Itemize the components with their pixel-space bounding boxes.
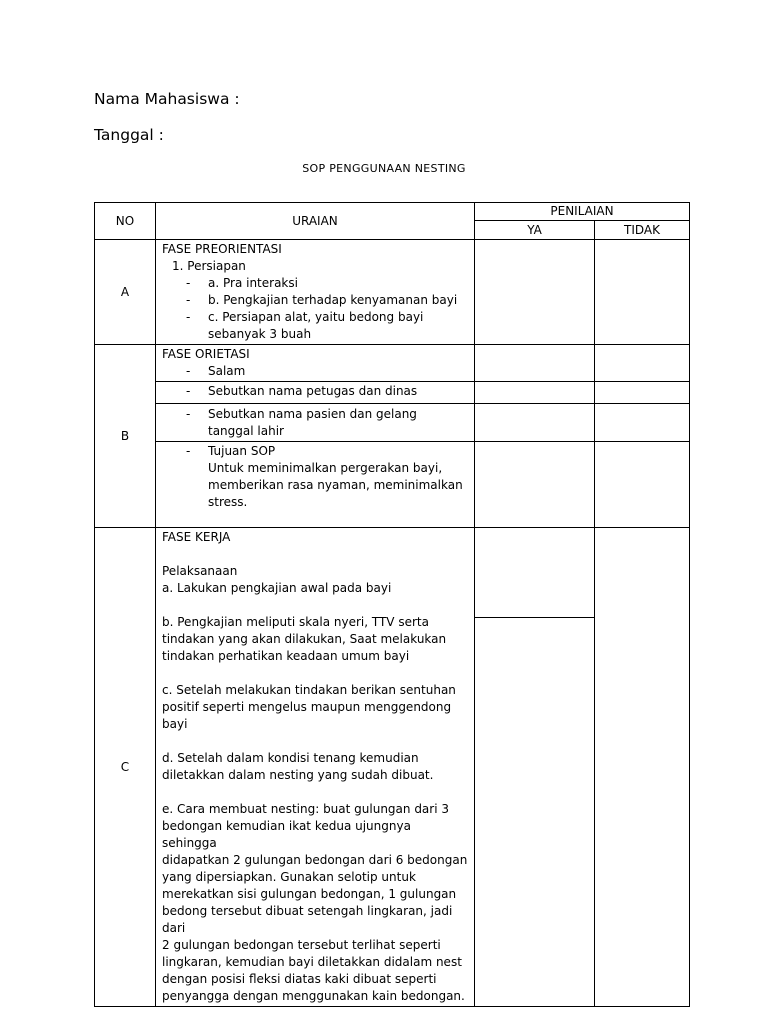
tujuan-text: stress.: [208, 495, 248, 509]
step-a-text: a. Lakukan pengkajian awal pada bayi: [162, 581, 392, 595]
row-a-no: A: [95, 240, 156, 345]
list-item: - Salam: [186, 364, 246, 378]
list-item: - Sebutkan nama pasien dan gelang: [186, 407, 417, 421]
step-e-text: didapatkan 2 gulungan bedongan dari 6 bedongan: [162, 853, 468, 867]
sop-table: [94, 202, 690, 1007]
row-b3-ya-cell[interactable]: [475, 404, 595, 442]
row-b2-ya-cell[interactable]: [475, 382, 595, 404]
header-no: NO: [95, 203, 156, 240]
header-uraian: URAIAN: [156, 203, 475, 240]
step-c-text: positif seperti mengelus maupun menggendong bayi: [162, 700, 452, 731]
tanggal-label: Tanggal :: [94, 126, 164, 144]
row-b-uraian-2: [156, 382, 475, 404]
row-a-uraian: [156, 240, 475, 345]
step-e-text: yang dipersiapkan. Gunakan selotip untuk: [162, 870, 416, 884]
row-b-uraian-4: [156, 442, 475, 528]
list-item: - Tujuan SOP: [186, 444, 276, 458]
pelaksanaan-subtitle: Pelaksanaan: [162, 564, 238, 578]
document-title: SOP PENGGUNAAN NESTING: [302, 162, 466, 175]
fase-kerja-title: FASE KERJA: [162, 530, 231, 544]
step-e-text: penyangga dengan menggunakan kain bedongan.: [162, 989, 465, 1003]
tujuan-text: Untuk meminimalkan pergerakan bayi,: [208, 461, 443, 475]
list-item-continuation: tanggal lahir: [208, 424, 284, 438]
row-b-uraian-3: [156, 404, 475, 442]
fase-orientasi-title: FASE ORIETASI: [162, 347, 250, 361]
row-c2-ya-cell[interactable]: [475, 617, 595, 1006]
row-a-ya-cell[interactable]: [475, 240, 595, 345]
row-c-tidak-cell[interactable]: [595, 528, 690, 1007]
row-b1-ya-cell[interactable]: [475, 345, 595, 382]
header-tidak: TIDAK: [595, 221, 690, 240]
row-c1-ya-cell[interactable]: [475, 528, 595, 618]
list-item: - Sebutkan nama petugas dan dinas: [186, 384, 418, 398]
row-a-tidak-cell[interactable]: [595, 240, 690, 345]
step-e-text: bedongan kemudian ikat kedua ujungnya sehingga: [162, 819, 411, 850]
list-item: - b. Pengkajian terhadap kenyamanan bayi: [186, 293, 458, 307]
row-b3-tidak-cell[interactable]: [595, 404, 690, 442]
row-b2-tidak-cell[interactable]: [595, 382, 690, 404]
step-d-text: d. Setelah dalam kondisi tenang kemudian: [162, 751, 419, 765]
step-e-text: 2 gulungan bedongan tersebut terlihat seperti: [162, 938, 441, 952]
header-ya: YA: [475, 221, 595, 240]
list-item: - a. Pra interaksi: [186, 276, 298, 290]
step-e-text: merekatkan sisi gulungan bedongan, 1 gulungan: [162, 887, 457, 901]
step-d-text: diletakkan dalam nesting yang sudah dibuat.: [162, 768, 434, 782]
step-b-text: tindakan perhatikan keadaan umum bayi: [162, 649, 410, 663]
persiapan-subtitle: 1. Persiapan: [172, 259, 246, 273]
list-item-continuation: sebanyak 3 buah: [208, 327, 312, 341]
step-c-text: c. Setelah melakukan tindakan berikan sentuhan: [162, 683, 456, 697]
step-e-text: lingkaran, kemudian bayi diletakkan didalam nest: [162, 955, 462, 969]
tujuan-text: memberikan rasa nyaman, meminimalkan: [208, 478, 463, 492]
row-b-no: B: [95, 345, 156, 528]
fase-preorientasi-title: FASE PREORIENTASI: [162, 242, 282, 256]
step-b-text: b. Pengkajian meliputi skala nyeri, TTV serta: [162, 615, 429, 629]
row-c-no: C: [95, 528, 156, 1007]
header-penilaian: PENILAIAN: [475, 203, 690, 221]
row-b4-tidak-cell[interactable]: [595, 442, 690, 528]
list-item: - c. Persiapan alat, yaitu bedong bayi: [186, 310, 424, 324]
row-b4-ya-cell[interactable]: [475, 442, 595, 528]
row-b1-tidak-cell[interactable]: [595, 345, 690, 382]
nama-mahasiswa-label: Nama Mahasiswa :: [94, 90, 240, 108]
step-b-text: tindakan yang akan dilakukan, Saat melakukan: [162, 632, 447, 646]
step-e-text: dengan posisi fleksi diatas kaki dibuat seperti: [162, 972, 437, 986]
step-e-text: bedong tersebut dibuat setengah lingkaran, jadi dari: [162, 904, 453, 935]
row-b-uraian-1: [156, 345, 475, 382]
row-c-uraian: [156, 528, 475, 1007]
step-e-text: e. Cara membuat nesting: buat gulungan dari 3: [162, 802, 450, 816]
